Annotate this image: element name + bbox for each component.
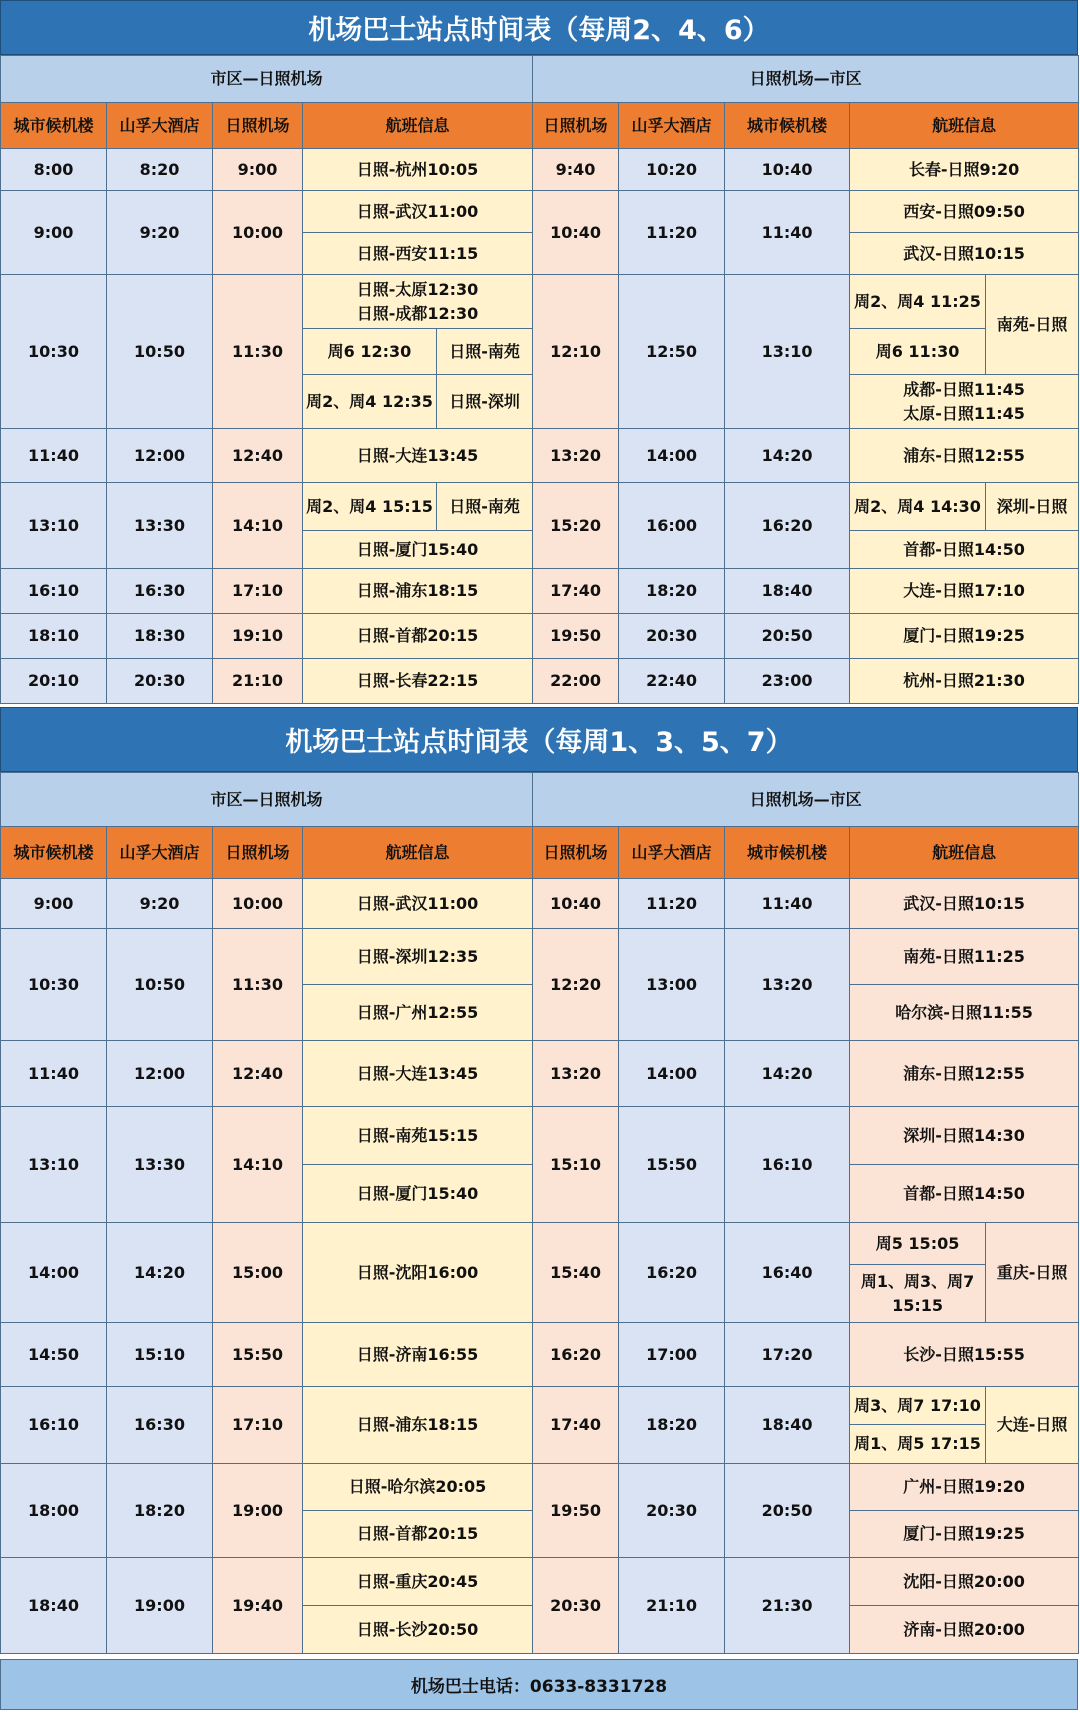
- hotel-time: 9:20: [107, 879, 213, 929]
- flight-day: 周1、周5 17:15: [850, 1425, 986, 1464]
- title-band-2: 机场巴士站点时间表（每周1、3、5、7）: [0, 707, 1078, 772]
- hotel-time: 18:30: [107, 614, 213, 659]
- city-time: 11:40: [1, 1041, 107, 1107]
- airport-time: 12:10: [533, 275, 619, 429]
- flight-info: 厦门-日照19:25: [850, 614, 1079, 659]
- city-time: 17:20: [725, 1323, 850, 1387]
- flight-line: 日照-成都12:30: [356, 303, 479, 323]
- airport-time: 10:00: [213, 191, 303, 275]
- header-hotel: 山孚大酒店: [107, 827, 213, 879]
- flight-info: 日照-厦门15:40: [303, 531, 533, 569]
- section-inbound: 日照机场—市区: [533, 773, 1079, 827]
- city-time: 11:40: [725, 191, 850, 275]
- flight-info: 日照-长春22:15: [303, 659, 533, 704]
- table-row: [1, 1323, 1079, 1387]
- flight-info: 日照-武汉11:00: [303, 191, 533, 233]
- hotel-time: 18:20: [619, 569, 725, 614]
- flight-info: 武汉-日照10:15: [850, 879, 1079, 929]
- flight-info: 沈阳-日照20:00: [850, 1558, 1079, 1606]
- airport-time: 19:50: [533, 1464, 619, 1558]
- flight-day: 周2、周4 15:15: [303, 483, 437, 531]
- flight-info: [850, 375, 1079, 429]
- flight-day: 周5 15:05: [850, 1223, 986, 1265]
- city-time: 20:50: [725, 1464, 850, 1558]
- hotel-time: 21:10: [619, 1558, 725, 1654]
- airport-time: 11:30: [213, 929, 303, 1041]
- airport-time: 11:30: [213, 275, 303, 429]
- flight-info: 首都-日照14:50: [850, 1165, 1079, 1223]
- city-time: 10:30: [1, 929, 107, 1041]
- hotel-time: 11:20: [619, 879, 725, 929]
- flight-info: 日照-深圳12:35: [303, 929, 533, 985]
- airport-time: 10:40: [533, 191, 619, 275]
- table-row: [1, 429, 1079, 483]
- flight-day: 周2、周4 11:25: [850, 275, 986, 329]
- table-row: [1, 275, 1079, 329]
- city-time: 20:10: [1, 659, 107, 704]
- header-hotel: 山孚大酒店: [619, 103, 725, 149]
- city-time: 23:00: [725, 659, 850, 704]
- flight-info: 西安-日照09:50: [850, 191, 1079, 233]
- table-row: [1, 929, 1079, 985]
- airport-time: 15:10: [533, 1107, 619, 1223]
- flight-route: 重庆-日照: [986, 1223, 1079, 1323]
- header-city: 城市候机楼: [1, 103, 107, 149]
- airport-time: 9:00: [213, 149, 303, 191]
- flight-route: 日照-深圳: [437, 375, 533, 429]
- flight-info: 日照-厦门15:40: [303, 1165, 533, 1223]
- hotel-time: 12:00: [107, 1041, 213, 1107]
- table-row: [1, 149, 1079, 191]
- flight-info: 日照-武汉11:00: [303, 879, 533, 929]
- hotel-time: 14:20: [107, 1223, 213, 1323]
- hotel-time: 15:50: [619, 1107, 725, 1223]
- airport-time: 15:00: [213, 1223, 303, 1323]
- flight-info: 济南-日照20:00: [850, 1606, 1079, 1654]
- timetable-1: [0, 55, 1079, 704]
- hotel-time: 8:20: [107, 149, 213, 191]
- city-time: 14:50: [1, 1323, 107, 1387]
- flight-info: 厦门-日照19:25: [850, 1511, 1079, 1558]
- city-time: 13:20: [725, 929, 850, 1041]
- header-airport: 日照机场: [213, 103, 303, 149]
- city-time: 10:40: [725, 149, 850, 191]
- header-hotel: 山孚大酒店: [619, 827, 725, 879]
- hotel-time: 12:00: [107, 429, 213, 483]
- flight-info: 深圳-日照14:30: [850, 1107, 1079, 1165]
- city-time: 11:40: [725, 879, 850, 929]
- airport-time: 9:40: [533, 149, 619, 191]
- flight-info: 长春-日照9:20: [850, 149, 1079, 191]
- airport-time: 12:40: [213, 1041, 303, 1107]
- flight-info: 日照-济南16:55: [303, 1323, 533, 1387]
- table-row: [1, 1107, 1079, 1165]
- hotel-time: 15:10: [107, 1323, 213, 1387]
- section-inbound: 日照机场—市区: [533, 56, 1079, 103]
- flight-info: 日照-广州12:55: [303, 985, 533, 1041]
- flight-info: 长沙-日照15:55: [850, 1323, 1079, 1387]
- airport-time: 10:00: [213, 879, 303, 929]
- header-city: 城市候机楼: [725, 827, 850, 879]
- hotel-time: 16:30: [107, 1387, 213, 1464]
- city-time: 13:10: [1, 1107, 107, 1223]
- title-band-1: 机场巴士站点时间表（每周2、4、6）: [0, 0, 1078, 55]
- hotel-time: 13:30: [107, 1107, 213, 1223]
- city-time: 14:20: [725, 1041, 850, 1107]
- airport-time: 10:40: [533, 879, 619, 929]
- table-row: [1, 879, 1079, 929]
- flight-day: 周6 12:30: [303, 329, 437, 375]
- hotel-time: 18:20: [107, 1464, 213, 1558]
- flight-info: 南苑-日照11:25: [850, 929, 1079, 985]
- hotel-time: 18:20: [619, 1387, 725, 1464]
- hotel-time: 10:50: [107, 275, 213, 429]
- airport-time: 15:20: [533, 483, 619, 569]
- airport-time: 14:10: [213, 483, 303, 569]
- hotel-time: 14:00: [619, 1041, 725, 1107]
- table-row: [1, 1464, 1079, 1511]
- flight-line: 成都-日照11:45: [903, 380, 1025, 400]
- flight-route: 日照-南苑: [437, 329, 533, 375]
- flight-info: 日照-首都20:15: [303, 614, 533, 659]
- city-time: 13:10: [1, 483, 107, 569]
- city-time: 16:10: [1, 1387, 107, 1464]
- hotel-time: 17:00: [619, 1323, 725, 1387]
- table-row: [1, 1558, 1079, 1606]
- hotel-time: 20:30: [619, 1464, 725, 1558]
- city-time: 14:00: [1, 1223, 107, 1323]
- table-row: [1, 659, 1079, 704]
- flight-day: 周2、周4 14:30: [850, 483, 986, 531]
- city-time: 14:20: [725, 429, 850, 483]
- city-time: 16:10: [1, 569, 107, 614]
- city-time: 18:00: [1, 1464, 107, 1558]
- flight-info: 武汉-日照10:15: [850, 233, 1079, 275]
- table-row: [1, 191, 1079, 233]
- airport-time: 17:10: [213, 569, 303, 614]
- flight-info: 日照-重庆20:45: [303, 1558, 533, 1606]
- city-time: 16:10: [725, 1107, 850, 1223]
- flight-day: 周1、周3、周7 15:15: [850, 1265, 986, 1323]
- airport-time: 19:50: [533, 614, 619, 659]
- city-time: 21:30: [725, 1558, 850, 1654]
- flight-info: 浦东-日照12:55: [850, 429, 1079, 483]
- header-flight: 航班信息: [303, 827, 533, 879]
- flight-info: 日照-南苑15:15: [303, 1107, 533, 1165]
- airport-time: 20:30: [533, 1558, 619, 1654]
- airport-time: 22:00: [533, 659, 619, 704]
- city-time: 20:50: [725, 614, 850, 659]
- hotel-time: 19:00: [107, 1558, 213, 1654]
- table-row: [1, 1223, 1079, 1265]
- airport-time: 19:40: [213, 1558, 303, 1654]
- hotel-time: 20:30: [619, 614, 725, 659]
- flight-route: 南苑-日照: [986, 275, 1079, 375]
- flight-info: 日照-首都20:15: [303, 1511, 533, 1558]
- header-airport: 日照机场: [533, 103, 619, 149]
- airport-time: 19:00: [213, 1464, 303, 1558]
- hotel-time: 20:30: [107, 659, 213, 704]
- city-time: 18:40: [1, 1558, 107, 1654]
- city-time: 11:40: [1, 429, 107, 483]
- airport-time: 15:50: [213, 1323, 303, 1387]
- hotel-time: 11:20: [619, 191, 725, 275]
- hotel-time: 9:20: [107, 191, 213, 275]
- airport-time: 14:10: [213, 1107, 303, 1223]
- section-outbound: 市区—日照机场: [1, 56, 533, 103]
- flight-info: 日照-大连13:45: [303, 429, 533, 483]
- flight-info: 哈尔滨-日照11:55: [850, 985, 1079, 1041]
- table-row: [1, 483, 1079, 531]
- header-flight: 航班信息: [303, 103, 533, 149]
- flight-info: 浦东-日照12:55: [850, 1041, 1079, 1107]
- header-flight: 航班信息: [850, 103, 1079, 149]
- hotel-time: 16:20: [619, 1223, 725, 1323]
- hotel-time: 13:00: [619, 929, 725, 1041]
- city-time: 18:40: [725, 1387, 850, 1464]
- section-outbound: 市区—日照机场: [1, 773, 533, 827]
- header-city: 城市候机楼: [1, 827, 107, 879]
- flight-line: 日照-太原12:30: [356, 280, 479, 300]
- table-row: [1, 1387, 1079, 1425]
- table-row: [1, 614, 1079, 659]
- flight-info: 日照-哈尔滨20:05: [303, 1464, 533, 1511]
- airport-time: 12:20: [533, 929, 619, 1041]
- flight-info: [303, 275, 533, 329]
- flight-info: 日照-西安11:15: [303, 233, 533, 275]
- header-airport: 日照机场: [533, 827, 619, 879]
- hotel-time: 16:00: [619, 483, 725, 569]
- flight-info: 杭州-日照21:30: [850, 659, 1079, 704]
- city-time: 16:40: [725, 1223, 850, 1323]
- flight-info: 首都-日照14:50: [850, 531, 1079, 569]
- header-flight: 航班信息: [850, 827, 1079, 879]
- flight-route: 深圳-日照: [986, 483, 1079, 531]
- city-time: 13:10: [725, 275, 850, 429]
- city-time: 8:00: [1, 149, 107, 191]
- airport-time: 15:40: [533, 1223, 619, 1323]
- city-time: 10:30: [1, 275, 107, 429]
- airport-time: 19:10: [213, 614, 303, 659]
- flight-day: 周6 11:30: [850, 329, 986, 375]
- city-time: 18:10: [1, 614, 107, 659]
- header-city: 城市候机楼: [725, 103, 850, 149]
- airport-time: 17:40: [533, 569, 619, 614]
- hotel-time: 22:40: [619, 659, 725, 704]
- timetable-2: [0, 772, 1079, 1654]
- flight-info: 日照-杭州10:05: [303, 149, 533, 191]
- flight-info: 大连-日照17:10: [850, 569, 1079, 614]
- hotel-time: 16:30: [107, 569, 213, 614]
- airport-time: 12:40: [213, 429, 303, 483]
- flight-day: 周3、周7 17:10: [850, 1387, 986, 1425]
- flight-info: 广州-日照19:20: [850, 1464, 1079, 1511]
- hotel-time: 14:00: [619, 429, 725, 483]
- table-row: [1, 569, 1079, 614]
- city-time: 18:40: [725, 569, 850, 614]
- city-time: 16:20: [725, 483, 850, 569]
- airport-time: 17:40: [533, 1387, 619, 1464]
- airport-time: 21:10: [213, 659, 303, 704]
- header-hotel: 山孚大酒店: [107, 103, 213, 149]
- hotel-time: 12:50: [619, 275, 725, 429]
- flight-day: 周2、周4 12:35: [303, 375, 437, 429]
- airport-time: 16:20: [533, 1323, 619, 1387]
- airport-time: 13:20: [533, 429, 619, 483]
- hotel-time: 13:30: [107, 483, 213, 569]
- flight-info: 日照-浦东18:15: [303, 1387, 533, 1464]
- flight-info: 日照-沈阳16:00: [303, 1223, 533, 1323]
- flight-line: 太原-日照11:45: [903, 403, 1025, 423]
- hotel-time: 10:20: [619, 149, 725, 191]
- flight-info: 日照-浦东18:15: [303, 569, 533, 614]
- table-row: [1, 1041, 1079, 1107]
- airport-time: 17:10: [213, 1387, 303, 1464]
- flight-route: 大连-日照: [986, 1387, 1079, 1464]
- flight-route: 日照-南苑: [437, 483, 533, 531]
- footer-phone: 机场巴士电话：0633-8331728: [0, 1659, 1078, 1710]
- airport-time: 13:20: [533, 1041, 619, 1107]
- city-time: 9:00: [1, 191, 107, 275]
- header-airport: 日照机场: [213, 827, 303, 879]
- flight-info: 日照-大连13:45: [303, 1041, 533, 1107]
- hotel-time: 10:50: [107, 929, 213, 1041]
- flight-info: 日照-长沙20:50: [303, 1606, 533, 1654]
- city-time: 9:00: [1, 879, 107, 929]
